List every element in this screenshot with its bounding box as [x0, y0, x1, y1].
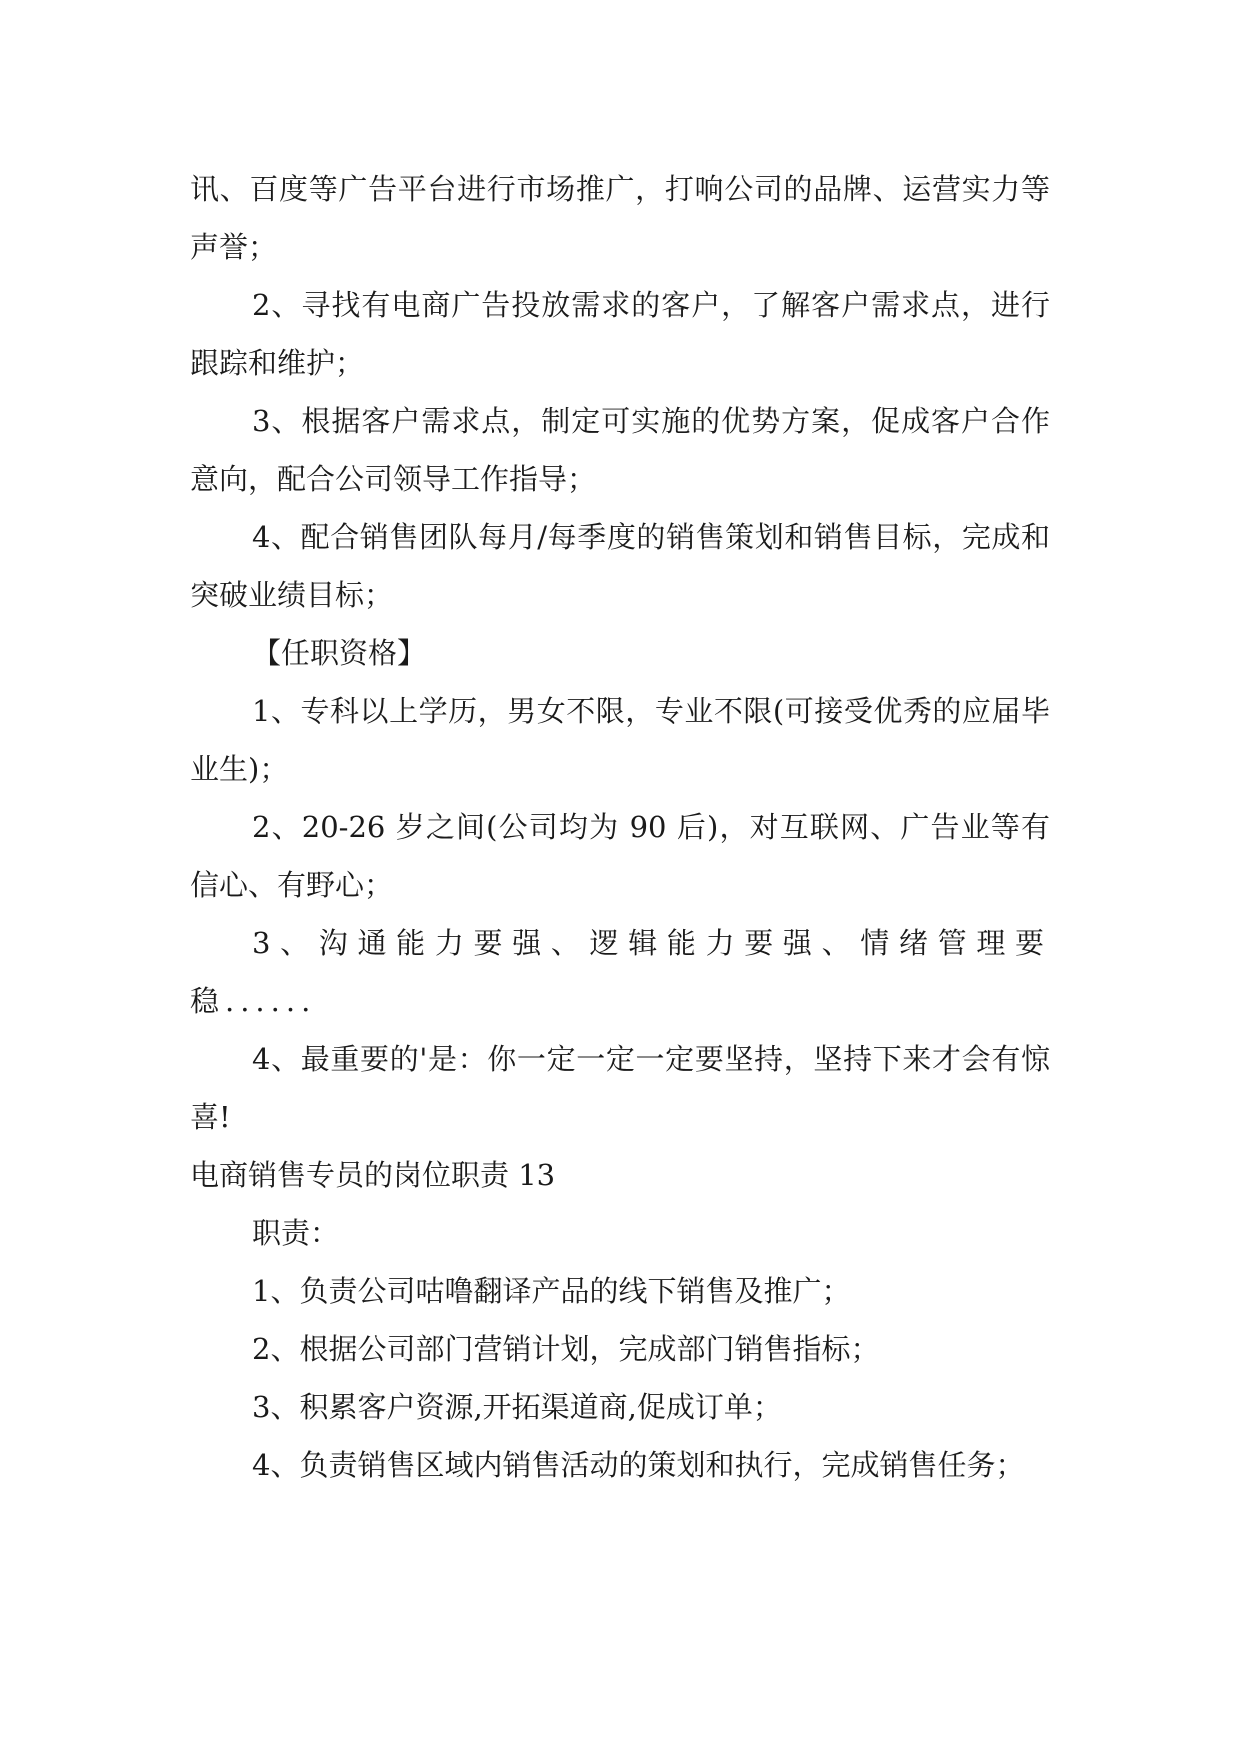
paragraph-duty-item-4: 4、负责销售区域内销售活动的策划和执行，完成销售任务；	[252, 1448, 1025, 1482]
section-title-13: 电商销售专员的岗位职责 13	[190, 1158, 556, 1192]
section-heading-duties: 职责：	[252, 1216, 340, 1250]
paragraph-duty-item-3: 3、积累客户资源,开拓渠道商,促成订单；	[252, 1390, 782, 1424]
paragraph-duty-4: 4、配合销售团队每月/每季度的销售策划和销售目标，完成和突破业绩目标；	[190, 520, 1050, 612]
paragraph-qualification-3: 3、沟通能力要强、逻辑能力要强、情绪管理要稳......	[190, 926, 1050, 1018]
paragraph-qualification-4: 4、最重要的'是：你一定一定一定要坚持，坚持下来才会有惊喜!	[190, 1042, 1050, 1134]
paragraph-duty-item-1: 1、负责公司咕噜翻译产品的线下销售及推广；	[252, 1274, 851, 1308]
paragraph-qualification-1: 1、专科以上学历，男女不限，专业不限(可接受优秀的应届毕业生)；	[190, 694, 1050, 786]
paragraph-duty-2: 2、寻找有电商广告投放需求的客户，了解客户需求点，进行跟踪和维护；	[190, 288, 1050, 380]
paragraph-promotion-continued: 讯、百度等广告平台进行市场推广，打响公司的品牌、运营实力等声誉；	[190, 172, 1050, 264]
paragraph-qualification-2: 2、20-26 岁之间(公司均为 90 后)，对互联网、广告业等有信心、有野心；	[190, 810, 1050, 902]
document-body	[190, 160, 1050, 1494]
paragraph-duty-3: 3、根据客户需求点，制定可实施的优势方案，促成客户合作意向，配合公司领导工作指导；	[190, 404, 1050, 496]
paragraph-duty-item-2: 2、根据公司部门营销计划，完成部门销售指标；	[252, 1332, 880, 1366]
section-heading-qualifications: 【任职资格】	[252, 636, 427, 670]
